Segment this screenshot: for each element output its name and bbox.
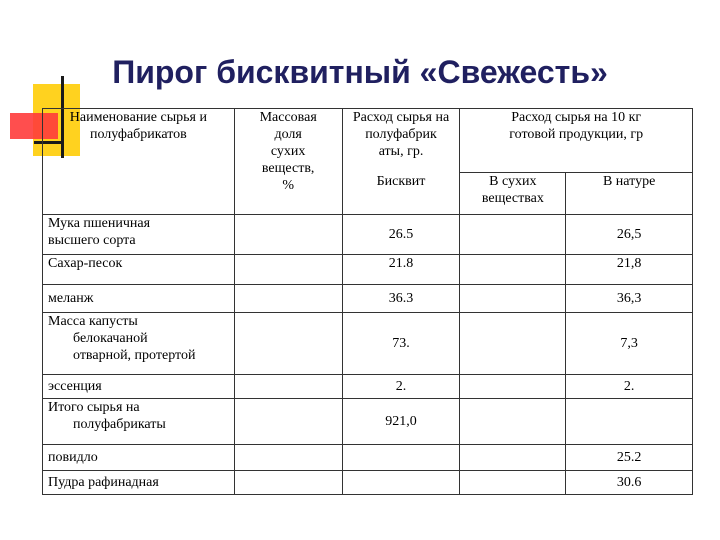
row-mass: [234, 255, 342, 285]
row-semi: 26.5: [342, 215, 460, 255]
row-semi: [342, 471, 460, 495]
header-semi-line: Расход сырья на: [352, 110, 450, 125]
header-biscuit: [342, 173, 460, 215]
header-nature: [566, 173, 693, 215]
table-header-row: [43, 109, 693, 173]
header-semi-line: аты, гр.: [378, 144, 424, 159]
table-row: [43, 399, 693, 445]
header-semi: [342, 109, 460, 173]
table-row: [43, 313, 693, 375]
row-dry: [460, 285, 566, 313]
row-mass: [234, 285, 342, 313]
table-row: [43, 445, 693, 471]
header-mass-line: Массовая: [259, 110, 317, 125]
row-semi: 36.3: [342, 285, 460, 313]
row-name: [43, 215, 235, 255]
header-dry: [460, 173, 566, 215]
header-mass-line: веществ,: [261, 161, 315, 176]
table-row: [43, 471, 693, 495]
row-nature: 2.: [566, 375, 693, 399]
row-mass: [234, 399, 342, 445]
row-mass: [234, 313, 342, 375]
row-nature: 25.2: [566, 445, 693, 471]
row-name: меланж: [43, 285, 235, 313]
header-nature-label: В натуре: [602, 174, 656, 189]
row-name-line: Итого сырья на: [48, 400, 140, 415]
header-ten-kg-line: готовой продукции, гр: [509, 127, 644, 142]
table-row: [43, 375, 693, 399]
header-dry-line: В сухих: [489, 174, 537, 189]
header-ten-kg: [460, 109, 693, 173]
row-mass: [234, 375, 342, 399]
row-mass: [234, 445, 342, 471]
row-name: Пудра рафинадная: [43, 471, 235, 495]
row-name-line: белокачаной: [73, 331, 148, 346]
recipe-table: [42, 108, 693, 495]
row-nature: 26,5: [566, 215, 693, 255]
row-name: [43, 399, 235, 445]
header-ten-kg-line: Расход сырья на 10 кг: [511, 110, 642, 125]
row-dry: [460, 313, 566, 375]
header-mass-line: сухих: [270, 144, 306, 159]
header-name: [43, 109, 235, 215]
row-dry: [460, 445, 566, 471]
header-name-line: полуфабрикатов: [89, 127, 187, 142]
row-semi: 921,0: [342, 399, 460, 445]
row-name: Сахар-песок: [43, 255, 235, 285]
row-nature: 21,8: [566, 255, 693, 285]
row-dry: [460, 375, 566, 399]
header-mass-line: доля: [274, 127, 302, 142]
row-name: повидло: [43, 445, 235, 471]
row-name-line: высшего сорта: [48, 233, 136, 248]
header-mass-line: %: [282, 178, 295, 193]
row-name-line: полуфабрикаты: [73, 417, 166, 432]
row-semi: 21.8: [342, 255, 460, 285]
row-nature: 36,3: [566, 285, 693, 313]
row-dry: [460, 471, 566, 495]
row-dry: [460, 399, 566, 445]
row-name: [43, 313, 235, 375]
row-name-line: отварной, протертой: [73, 348, 196, 363]
table-row: [43, 215, 693, 255]
page-title: Пирог бисквитный «Свежесть»: [112, 54, 608, 90]
row-name-line: Мука пшеничная: [48, 216, 151, 231]
row-dry: [460, 255, 566, 285]
row-mass: [234, 215, 342, 255]
header-name-line: Наименование сырья и: [69, 110, 207, 125]
table-row: [43, 255, 693, 285]
table-row: [43, 285, 693, 313]
header-dry-line: веществах: [481, 191, 544, 206]
row-semi: [342, 445, 460, 471]
header-biscuit-label: Бисквит: [376, 173, 426, 189]
row-mass: [234, 471, 342, 495]
row-dry: [460, 215, 566, 255]
row-semi: 73.: [342, 313, 460, 375]
row-name-line: Масса капусты: [48, 314, 138, 329]
row-nature: [566, 399, 693, 445]
row-nature: 7,3: [566, 313, 693, 375]
header-mass: [234, 109, 342, 215]
row-nature: 30.6: [566, 471, 693, 495]
header-semi-line: полуфабрик: [365, 127, 437, 142]
row-name: эссенция: [43, 375, 235, 399]
row-semi: 2.: [342, 375, 460, 399]
